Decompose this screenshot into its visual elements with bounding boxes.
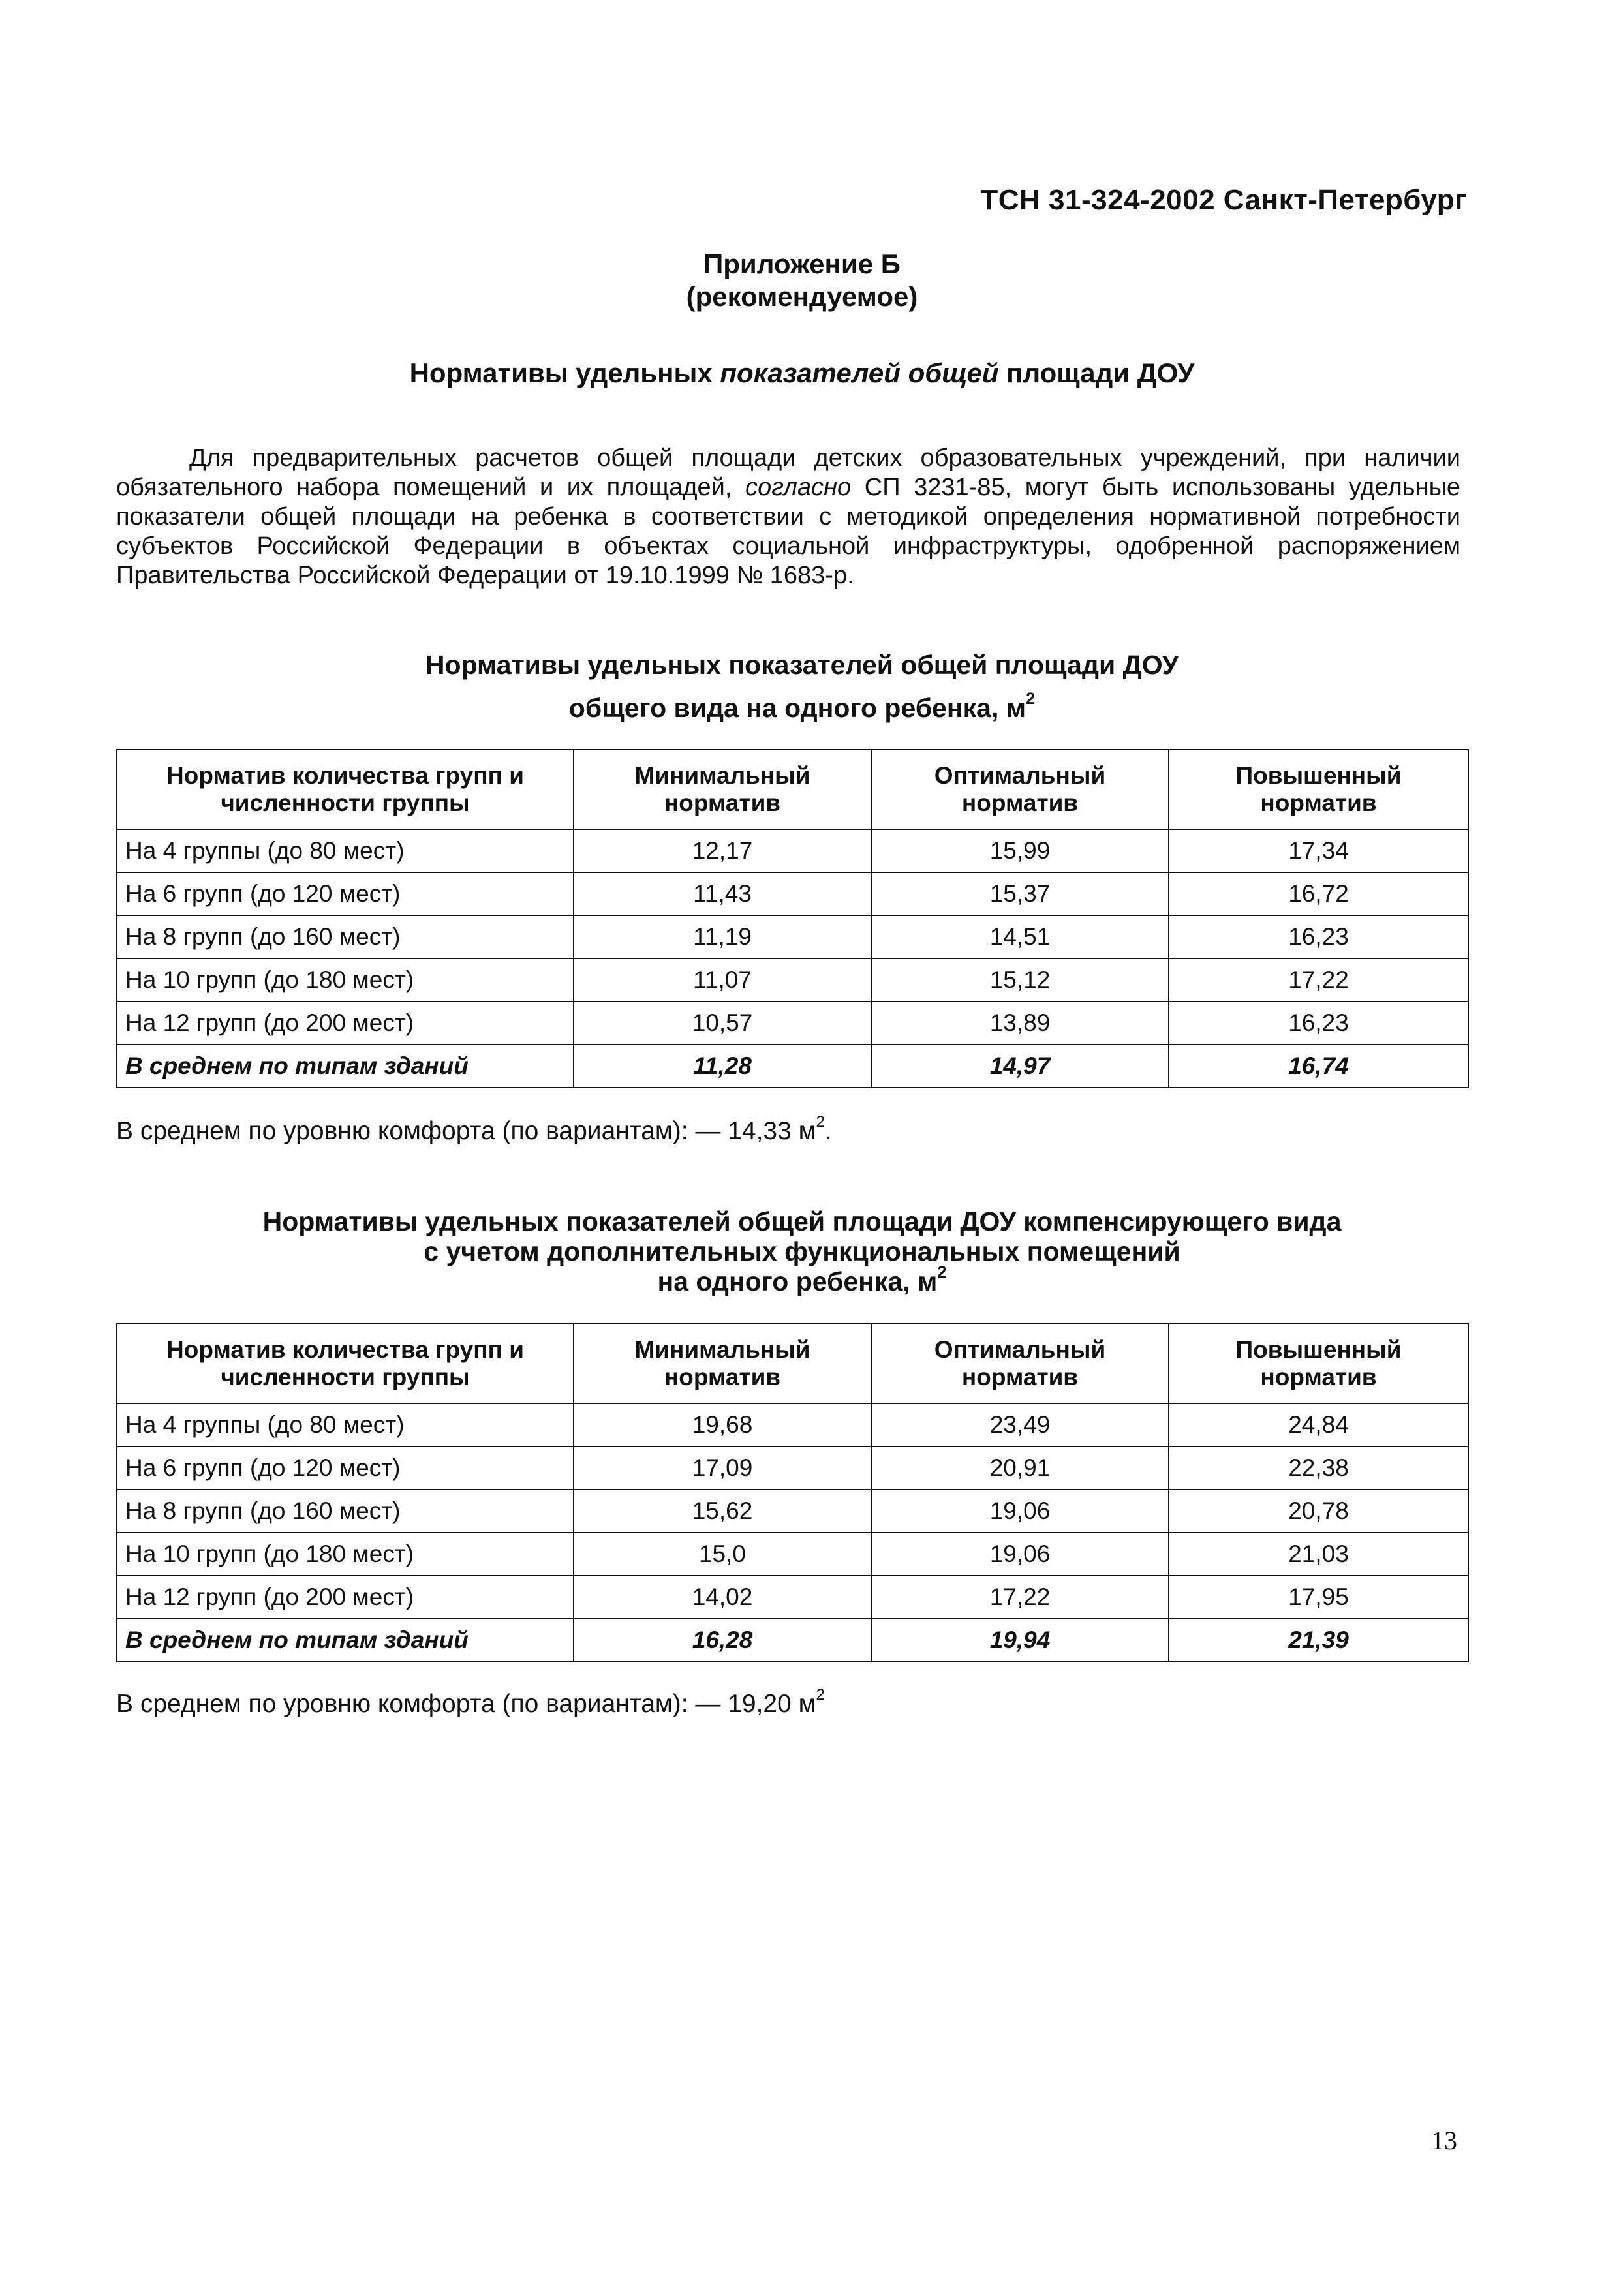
cell-high: 17,34 <box>1169 829 1468 872</box>
average-label: В среднем по типам зданий <box>117 1619 574 1662</box>
appendix-title: Приложение Б <box>703 249 901 279</box>
cell-opt: 13,89 <box>871 1002 1169 1045</box>
table-row <box>117 1490 1468 1533</box>
cell-min: 15,0 <box>574 1533 871 1576</box>
table1-note-text: В среднем по уровню комфорта (по вариантам): — 14,33 м <box>116 1117 816 1145</box>
table2-header-min: Минимальный норматив <box>574 1324 871 1403</box>
table1-title-line2-text: общего вида на одного ребенка, м <box>568 693 1026 723</box>
table-row <box>117 1002 1468 1045</box>
row-label: На 12 групп (до 200 мест) <box>117 1576 574 1619</box>
cell-high: 24,84 <box>1169 1403 1468 1446</box>
cell-opt: 15,37 <box>871 872 1169 915</box>
average-high: 21,39 <box>1169 1619 1468 1662</box>
table-row <box>117 829 1468 872</box>
cell-min: 11,43 <box>574 872 871 915</box>
table1-note-sup: 2 <box>816 1113 825 1131</box>
cell-min: 19,68 <box>574 1403 871 1446</box>
cell-opt: 15,12 <box>871 958 1169 1002</box>
table2-header-opt: Оптимальный норматив <box>871 1324 1169 1403</box>
table-row <box>117 958 1468 1002</box>
table1-note <box>116 1113 832 1146</box>
table1-header-high: Повышенный норматив <box>1169 750 1468 829</box>
cell-opt: 23,49 <box>871 1403 1169 1446</box>
main-heading <box>0 358 1604 389</box>
cell-high: 16,23 <box>1169 1002 1468 1045</box>
table2-note-sup: 2 <box>816 1686 825 1704</box>
main-heading-part3: площади ДОУ <box>1006 358 1195 388</box>
table2-average-row <box>117 1619 1468 1662</box>
cell-min: 17,09 <box>574 1446 871 1490</box>
cell-min: 11,19 <box>574 915 871 958</box>
table-row <box>117 1403 1468 1446</box>
cell-high: 17,22 <box>1169 958 1468 1002</box>
table1-title-line2 <box>0 688 1604 728</box>
cell-opt: 17,22 <box>871 1576 1169 1619</box>
average-min: 11,28 <box>574 1045 871 1088</box>
document-code: ТСН 31-324-2002 Санкт-Петербург <box>980 184 1467 216</box>
table1 <box>116 749 1469 1088</box>
average-high: 16,74 <box>1169 1045 1468 1088</box>
table2-title-line3 <box>0 1263 1604 1297</box>
table-row <box>117 1446 1468 1490</box>
appendix-subtitle: (рекомендуемое) <box>686 281 918 312</box>
cell-opt: 19,06 <box>871 1490 1169 1533</box>
cell-min: 12,17 <box>574 829 871 872</box>
cell-high: 16,72 <box>1169 872 1468 915</box>
table2-header-groups: Норматив количества групп и численности группы <box>117 1324 574 1403</box>
cell-high: 16,23 <box>1169 915 1468 958</box>
cell-opt: 15,99 <box>871 829 1169 872</box>
cell-opt: 20,91 <box>871 1446 1169 1490</box>
average-opt: 19,94 <box>871 1619 1169 1662</box>
table2-title-line1: Нормативы удельных показателей общей площади ДОУ компенсирующего вида <box>262 1206 1342 1236</box>
cell-min: 11,07 <box>574 958 871 1002</box>
table1-header-row <box>117 750 1468 829</box>
row-label: На 6 групп (до 120 мест) <box>117 1446 574 1490</box>
cell-high: 22,38 <box>1169 1446 1468 1490</box>
table2-note-text: В среднем по уровню комфорта (по вариантам): — 19,20 м <box>116 1690 816 1718</box>
average-opt: 14,97 <box>871 1045 1169 1088</box>
page-number: 13 <box>1431 2126 1457 2155</box>
table2-title-line3-text: на одного ребенка, м <box>657 1266 938 1296</box>
cell-high: 17,95 <box>1169 1576 1468 1619</box>
table2-header-high: Повышенный норматив <box>1169 1324 1468 1403</box>
table1-header-groups: Норматив количества групп и численности группы <box>117 750 574 829</box>
cell-min: 10,57 <box>574 1002 871 1045</box>
row-label: На 6 групп (до 120 мест) <box>117 872 574 915</box>
table1-average-row <box>117 1045 1468 1088</box>
table2 <box>116 1323 1469 1662</box>
average-min: 16,28 <box>574 1619 871 1662</box>
row-label: На 8 групп (до 160 мест) <box>117 1490 574 1533</box>
cell-high: 20,78 <box>1169 1490 1468 1533</box>
main-heading-part2: показателей общей <box>720 358 999 388</box>
table1-title-line1: Нормативы удельных показателей общей площади ДОУ <box>425 650 1179 680</box>
intro-text-start: Для предварительных расчетов общей площади детских образовательных учреждений, при наличии обязательного набора помещений и их площадей, <box>116 444 1460 501</box>
intro-paragraph <box>116 444 1460 590</box>
table2-note <box>116 1686 825 1719</box>
cell-opt: 14,51 <box>871 915 1169 958</box>
average-label: В среднем по типам зданий <box>117 1045 574 1088</box>
table1-header-opt: Оптимальный норматив <box>871 750 1169 829</box>
table2-header-row <box>117 1324 1468 1403</box>
cell-opt: 19,06 <box>871 1533 1169 1576</box>
table1-header-min: Минимальный норматив <box>574 750 871 829</box>
table1-title-sup: 2 <box>1026 690 1036 709</box>
row-label: На 10 групп (до 180 мест) <box>117 1533 574 1576</box>
cell-high: 21,03 <box>1169 1533 1468 1576</box>
intro-text-end: СП 3231-85, могут быть использованы удельные показатели общей площади на ребенка в соответствии с методикой определения нормативной потребности субъектов Российской Федерации в объектах социальной инфраструктуры, одобренной распоряжением Правительства Российской Федерации от 19.10.1999 № 1683-р. <box>116 474 1461 589</box>
main-heading-part1: Нормативы удельных <box>409 358 713 388</box>
intro-text-italic: согласно <box>745 474 852 501</box>
table2-title-sup: 2 <box>937 1263 947 1282</box>
table2-title-line2: с учетом дополнительных функциональных помещений <box>424 1236 1180 1266</box>
table-row <box>117 872 1468 915</box>
row-label: На 4 группы (до 80 мест) <box>117 1403 574 1446</box>
table-row <box>117 1576 1468 1619</box>
table-row <box>117 1533 1468 1576</box>
cell-min: 14,02 <box>574 1576 871 1619</box>
row-label: На 12 групп (до 200 мест) <box>117 1002 574 1045</box>
cell-min: 15,62 <box>574 1490 871 1533</box>
row-label: На 10 групп (до 180 мест) <box>117 958 574 1002</box>
table1-note-end: . <box>824 1117 832 1145</box>
row-label: На 4 группы (до 80 мест) <box>117 829 574 872</box>
table-row <box>117 915 1468 958</box>
row-label: На 8 групп (до 160 мест) <box>117 915 574 958</box>
